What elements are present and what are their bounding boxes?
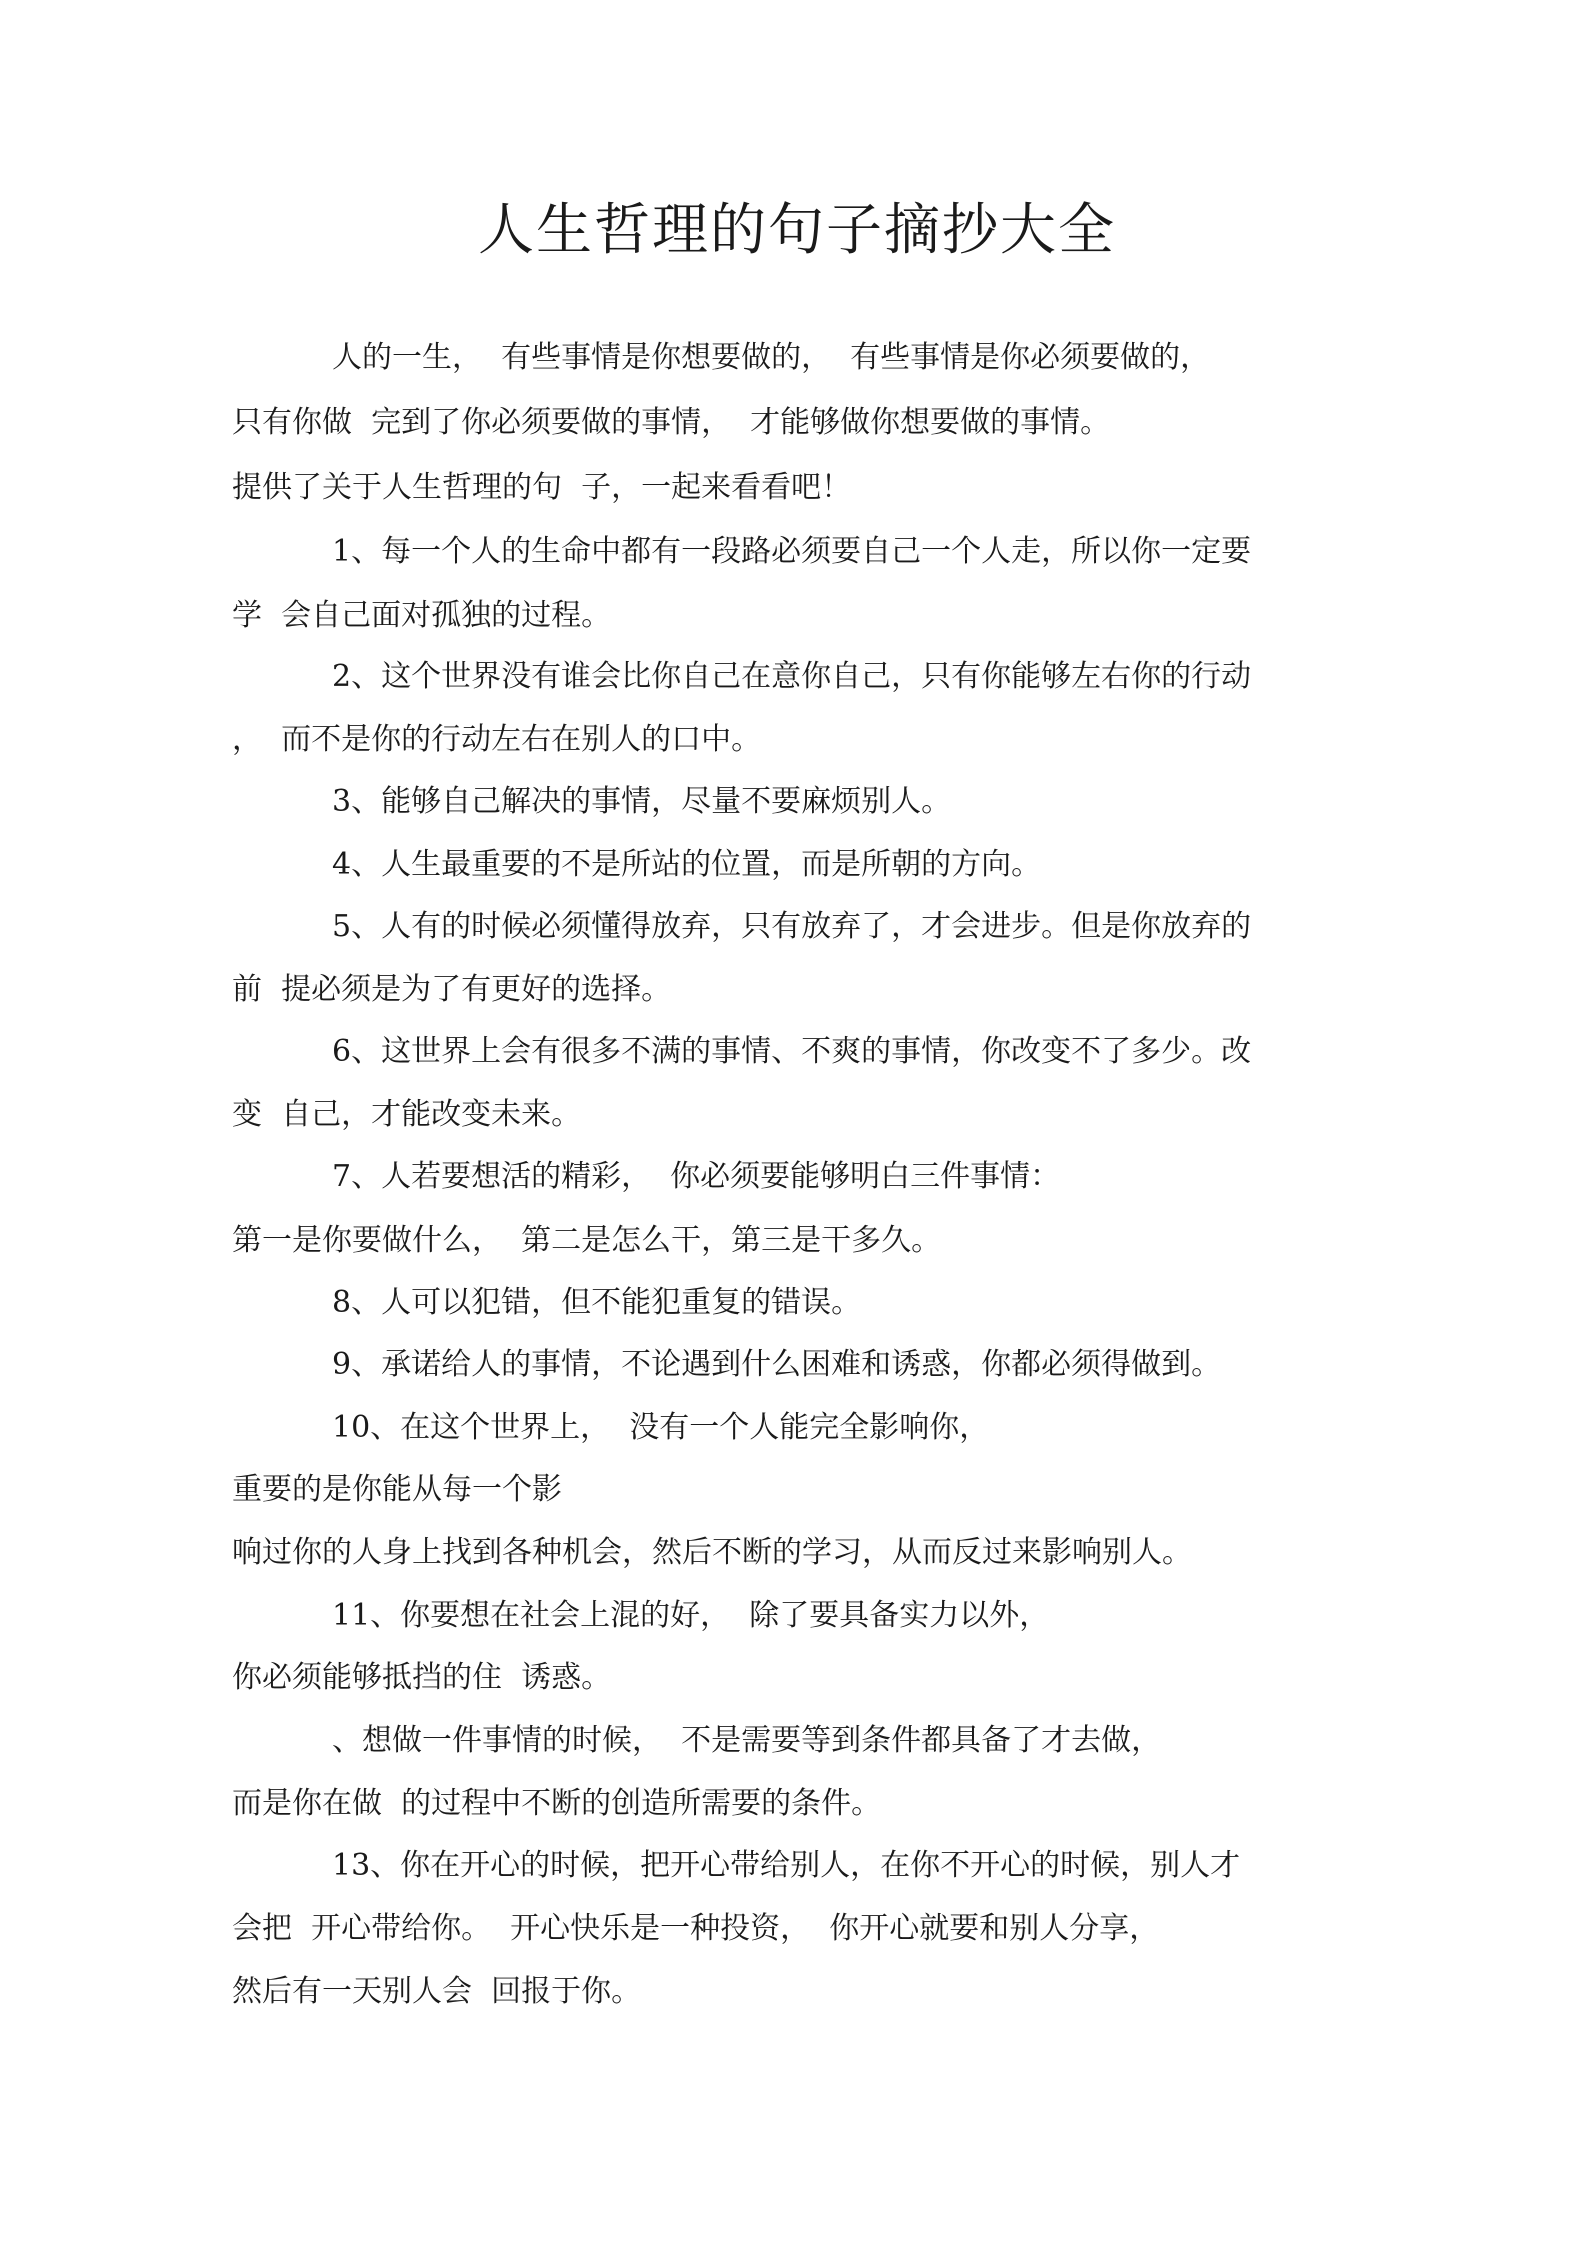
paragraph-line: 7、人若要想活的精彩， 你必须要能够明白三件事情： bbox=[332, 1159, 1061, 1194]
paragraph-line: 人的一生， 有些事情是你想要做的， 有些事情是你必须要做的， bbox=[332, 340, 1211, 375]
paragraph-line: 11、你要想在社会上混的好， 除了要具备实力以外， bbox=[332, 1598, 1050, 1633]
paragraph-line: 、想做一件事情的时候， 不是需要等到条件都具备了才去做， bbox=[332, 1723, 1162, 1758]
paragraph-line: 响过你的人身上找到各种机会，然后不断的学习，从而反过来影响别人。 bbox=[232, 1535, 1192, 1570]
paragraph-line: 第一是你要做什么， 第二是怎么干，第三是干多久。 bbox=[232, 1223, 942, 1258]
page-title: 人生哲理的句子摘抄大全 bbox=[478, 198, 1116, 263]
paragraph-line: 提供了关于人生哲理的句 子，一起来看看吧！ bbox=[232, 470, 852, 505]
paragraph-line: 10、在这个世界上， 没有一个人能完全影响你， bbox=[332, 1410, 990, 1445]
paragraph-line: 而是你在做 的过程中不断的创造所需要的条件。 bbox=[232, 1786, 882, 1821]
paragraph-line: ， 而不是你的行动左右在别人的口中。 bbox=[232, 722, 762, 757]
paragraph-line: 6、这世界上会有很多不满的事情、不爽的事情，你改变不了多少。改 bbox=[332, 1034, 1252, 1069]
paragraph-line: 学 会自己面对孤独的过程。 bbox=[232, 598, 612, 633]
paragraph-line: 13、你在开心的时候，把开心带给别人，在你不开心的时候，别人才 bbox=[332, 1848, 1241, 1883]
paragraph-line: 2、这个世界没有谁会比你自己在意你自己，只有你能够左右你的行动 bbox=[332, 659, 1252, 694]
paragraph-line: 然后有一天别人会 回报于你。 bbox=[232, 1974, 642, 2009]
paragraph-line: 只有你做 完到了你必须要做的事情， 才能够做你想要做的事情。 bbox=[232, 405, 1111, 440]
paragraph-line: 重要的是你能从每一个影 bbox=[232, 1472, 562, 1507]
paragraph-line: 5、人有的时候必须懂得放弃，只有放弃了，才会进步。但是你放弃的 bbox=[332, 909, 1252, 944]
paragraph-line: 3、能够自己解决的事情，尽量不要麻烦别人。 bbox=[332, 784, 952, 819]
paragraph-line: 变 自己，才能改变未来。 bbox=[232, 1097, 582, 1132]
paragraph-line: 前 提必须是为了有更好的选择。 bbox=[232, 972, 672, 1007]
paragraph-line: 8、人可以犯错，但不能犯重复的错误。 bbox=[332, 1285, 862, 1320]
paragraph-line: 会把 开心带给你。 开心快乐是一种投资， 你开心就要和别人分享， bbox=[232, 1911, 1160, 1946]
paragraph-line: 9、承诺给人的事情，不论遇到什么困难和诱惑，你都必须得做到。 bbox=[332, 1347, 1222, 1382]
paragraph-line: 你必须能够抵挡的住 诱惑。 bbox=[232, 1660, 612, 1695]
paragraph-line: 4、人生最重要的不是所站的位置，而是所朝的方向。 bbox=[332, 847, 1042, 882]
paragraph-line: 1、每一个人的生命中都有一段路必须要自己一个人走，所以你一定要 bbox=[332, 534, 1252, 569]
